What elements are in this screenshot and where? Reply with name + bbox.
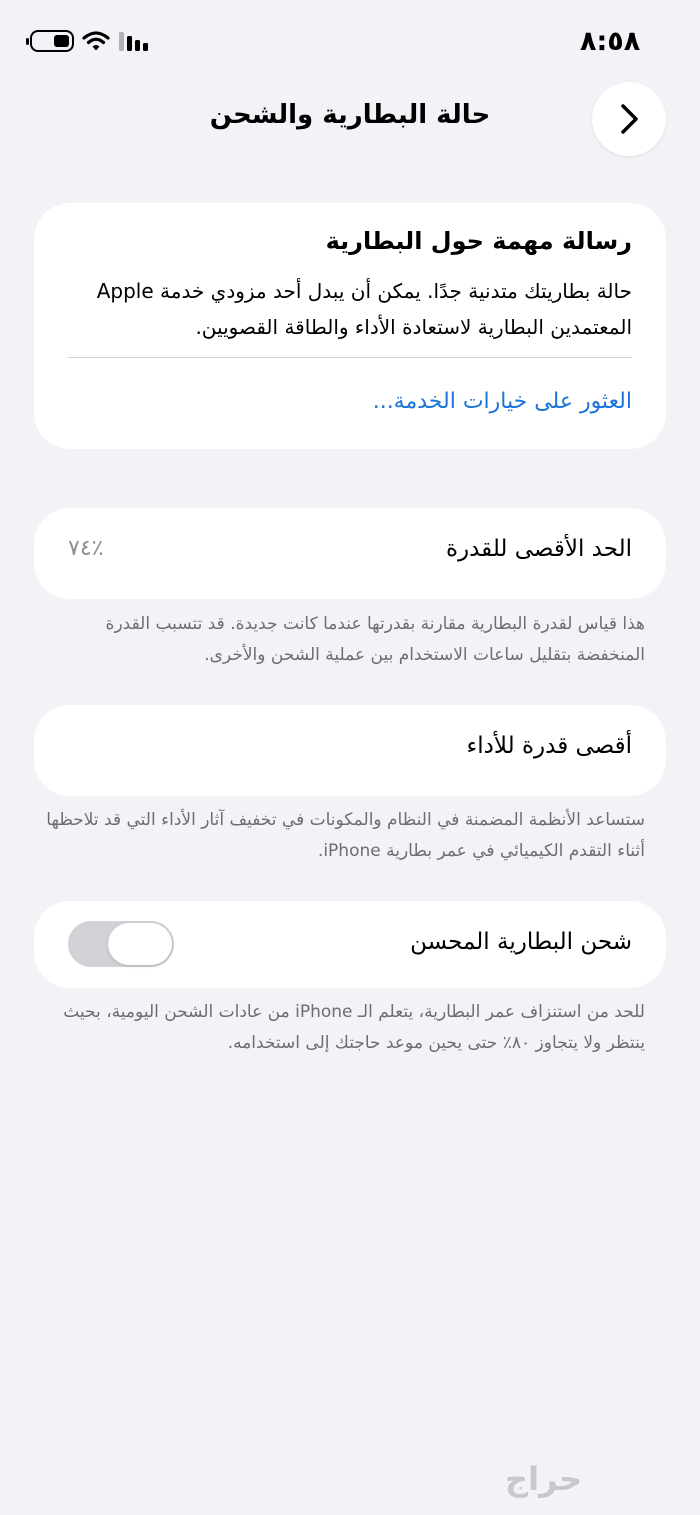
optimized-charging-footnote: للحد من استنزاف عمر البطارية، يتعلم الـ iPhone من عادات الشحن اليومية، بحيث ينتظر ولا يتجاوز ٨٠٪ حتى يحين موعد حاجتك إلى استخدامه. (63, 1002, 645, 1053)
max-capacity-label: الحد الأقصى للقدرة (445, 536, 632, 562)
chevron-right-icon (617, 102, 641, 136)
message-body: حالة بطاريتك متدنية جدًا. يمكن أن يبدل أحد مزودي خدمة Apple المعتمدين البطارية لاستعادة الأداء والطاقة القصويين. (96, 279, 632, 339)
wifi-icon (82, 30, 110, 52)
cellular-signal-icon (118, 30, 152, 52)
peak-performance-footnote: ستساعد الأنظمة المضمنة في النظام والمكونات في تخفيف آثار الأداء التي قد تلاحظها أثناء التقدم الكيميائي في عمر بطارية iPhone. (46, 810, 645, 861)
status-time: ٨:٥٨ (580, 26, 641, 57)
back-button[interactable] (592, 82, 666, 156)
max-capacity-footnote: هذا قياس لقدرة البطارية مقارنة بقدرتها عندما كانت جديدة. قد تتسبب القدرة المنخفضة بتقليل ساعات الاستخدام بين عملية الشحن والأخرى. (105, 614, 645, 665)
peak-performance-label: أقصى قدرة للأداء (466, 733, 632, 759)
max-capacity-value: ٧٤٪ (68, 536, 104, 561)
toggle-knob (108, 923, 172, 965)
optimized-charging-label: شحن البطارية المحسن (410, 929, 632, 955)
page-title: حالة البطارية والشحن (209, 100, 491, 130)
battery-icon (30, 30, 74, 52)
battery-message-card (34, 203, 666, 449)
find-service-options-link[interactable]: العثور على خيارات الخدمة... (372, 389, 632, 414)
optimized-charging-toggle[interactable] (68, 921, 174, 967)
message-title: رسالة مهمة حول البطارية (325, 227, 632, 255)
max-capacity-row (34, 508, 666, 599)
optimized-charging-row (34, 901, 666, 988)
divider (68, 357, 632, 358)
watermark: حراج (505, 1460, 582, 1498)
peak-performance-row[interactable] (34, 705, 666, 796)
